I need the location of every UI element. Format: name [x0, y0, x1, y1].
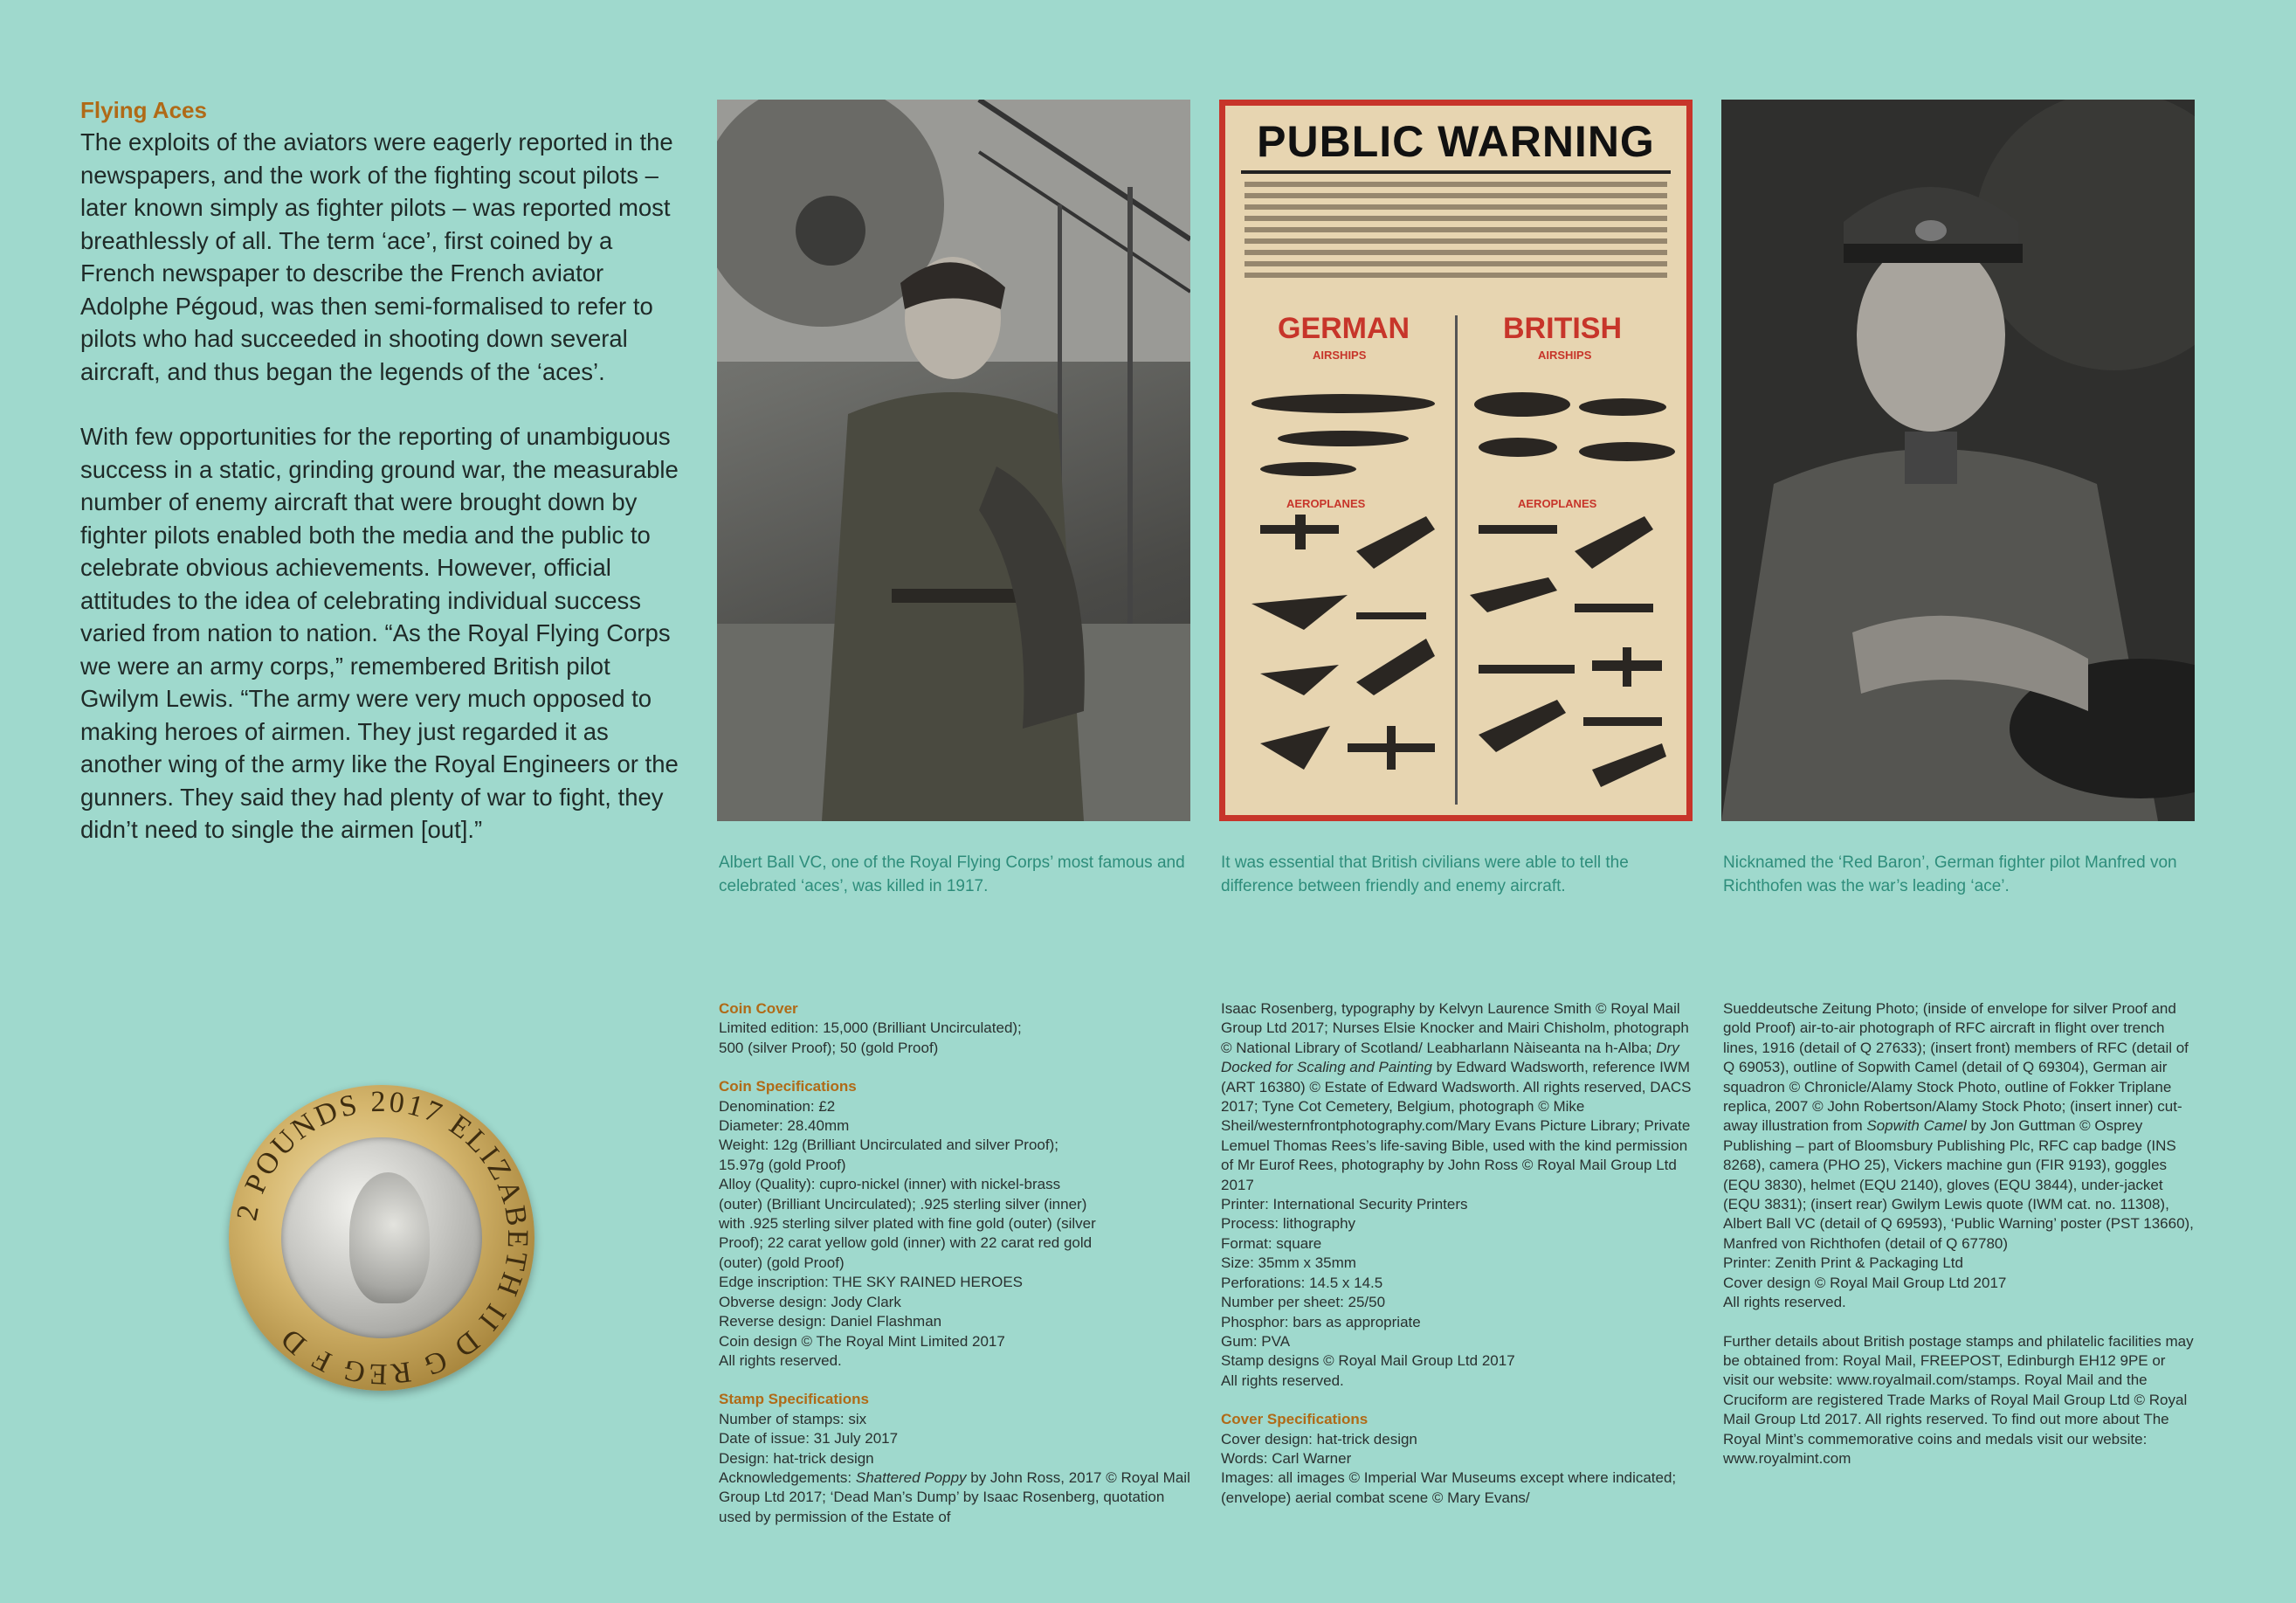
stamp-spec-line: Date of issue: 31 July 2017 [719, 1430, 899, 1448]
col3-text-b: by Jon Guttman © Osprey Publishing – part of Bloomsbury Publishing Plc, RFC cap badge (INS 8268), camera (PHO 25), Vickers machine gun (FIR 9193), goggles (EQU 3830), helmet (EQU 2140), gloves (EQU 3844), under-jacket (EQU 3831); (insert rear) Gwilym Lewis quote (IWM cat. no. 11308), Albert Ball VC (detail of Q 69593), ‘Public Warning’ poster (PST 13660), Manfred von Richthofen (detail of Q 67780) [1723, 1117, 2194, 1252]
caption-albert-ball: Albert Ball VC, one of the Royal Flying Corps’ most famous and celebrated ‘aces’, was killed in 1917. [719, 853, 1185, 895]
aeroplane-silhouettes-icon [1225, 508, 1686, 821]
specs-column-3 [1723, 999, 2195, 1468]
stamp-detail-line: All rights reserved. [1221, 1372, 1344, 1389]
coin-spec-line: with .925 sterling silver plated with fine gold (outer) (silver [719, 1215, 1096, 1233]
image-credits [1723, 999, 2195, 1254]
further-details: Further details about British postage stamps and philatelic facilities may be obtained from: Royal Mail, FREEPOST, Edinburgh EH12 9PE or visit our website: www.royalmail.com/stamps. Royal Mail and the Cruciform are registered Trade Marks of Royal Mail Group Ltd © Royal Mail Group Ltd 2017. All rights reserved. To find out more about The Royal Mint’s commemorative coins and medals visit our website: www.royalmint.com [1723, 1332, 2194, 1467]
albert-ball-illustration [717, 100, 1190, 821]
stamp-detail-line: Process: lithography [1221, 1215, 1356, 1233]
albert-ball-photo [717, 100, 1190, 821]
specs-column-1 [719, 999, 1190, 1527]
coin-spec-line: Coin design © The Royal Mint Limited 2017 [719, 1332, 1005, 1350]
ack-lead: Acknowledgements: [719, 1468, 856, 1486]
cover-spec-line: Images: all images © Imperial War Museums except where indicated; (envelope) aerial combat scene © Mary Evans/ [1221, 1469, 1677, 1506]
stamp-spec-line: Design: hat-trick design [719, 1449, 874, 1467]
stamp-specs-heading: Stamp Specifications [719, 1391, 869, 1408]
caption-red-baron: Nicknamed the ‘Red Baron’, German fighter pilot Manfred von Richthofen was the war’s leading ‘ace’. [1723, 853, 2177, 895]
poster-british-airships: AIRSHIPS [1538, 349, 1592, 362]
airship-icon [1579, 398, 1666, 416]
stamp-detail-line: Printer: International Security Printers [1221, 1196, 1468, 1213]
coin-spec-line: (outer) (Brilliant Uncirculated); .925 sterling silver (inner) [719, 1195, 1087, 1213]
coin-spec-line: Weight: 12g (Brilliant Uncirculated and silver Proof); [719, 1137, 1058, 1154]
coin-inscription: 2 POUNDS 2017 ELIZABETH II D G REG F D [231, 1085, 534, 1391]
rights-line: All rights reserved. [1723, 1294, 1846, 1311]
stamp-detail-line: Perforations: 14.5 x 14.5 [1221, 1274, 1383, 1291]
airship-icon [1260, 462, 1356, 476]
cover-design-line: Cover design © Royal Mail Group Ltd 2017 [1723, 1274, 2007, 1291]
ack-title: Shattered Poppy [855, 1468, 967, 1486]
two-pound-coin [229, 1085, 534, 1391]
coin-spec-line: 15.97g (gold Proof) [719, 1156, 846, 1173]
poster-german-heading: GERMAN [1278, 312, 1410, 345]
printer-line: Printer: Zenith Print & Packaging Ltd [1723, 1254, 1963, 1272]
coin-spec-line: Edge inscription: THE SKY RAINED HEROES [719, 1274, 1024, 1291]
airship-icon [1474, 392, 1570, 417]
intro-section [80, 94, 683, 846]
coin-spec-line: Diameter: 28.40mm [719, 1117, 850, 1135]
stamp-detail-line: Stamp designs © Royal Mail Group Ltd 2017 [1221, 1352, 1515, 1370]
coin-centre [281, 1137, 482, 1338]
stamp-spec-line: Number of stamps: six [719, 1410, 867, 1427]
col2-italic-title: Dry Docked for Scaling and Painting [1221, 1039, 1679, 1076]
intro-paragraph-2: With few opportunities for the reporting of unambiguous success in a static, grinding ground war, the measurable number of enemy aircraft that were brought down by fighter pilots enabled both the media and the public to celebrate obvious achievements. However, official attitudes to the idea of celebrating individual success varied from nation to nation. “As the Royal Flying Corps we were an army corps,” remembered British pilot Gwilym Lewis. “The army were very much opposed to making heroes of airmen. They just regarded it as another wing of the army like the Royal Engineers or the gunners. They said they had plenty of war to fight, they didn’t need to single the airmen [out].” [80, 423, 679, 843]
airship-icon [1251, 394, 1435, 413]
coin-spec-line: All rights reserved. [719, 1351, 842, 1369]
airship-icon [1579, 442, 1675, 461]
stamp-detail-line: Format: square [1221, 1234, 1322, 1252]
col3-italic-title: Sopwith Camel [1866, 1117, 1967, 1135]
cover-spec-line: Cover design: hat-trick design [1221, 1430, 1417, 1448]
cover-specs-heading: Cover Specifications [1221, 1411, 1369, 1428]
ack-rest: by John Ross, 2017 © Royal Mail Group Ltd 2017; ‘Dead Man’s Dump’ by Isaac Rosenberg, quotation used by permission of the Estate of [719, 1468, 1190, 1525]
poster-german-airships: AIRSHIPS [1313, 349, 1367, 362]
coin-specs-heading: Coin Specifications [719, 1078, 857, 1095]
public-warning-poster [1219, 100, 1693, 821]
red-baron-photo [1721, 100, 2195, 821]
section-heading: Flying Aces [80, 97, 207, 123]
stamp-detail-line: Gum: PVA [1221, 1332, 1291, 1350]
stamp-detail-line: Size: 35mm x 35mm [1221, 1254, 1356, 1272]
airship-icon [1278, 431, 1409, 446]
specs-column-2 [1221, 999, 1693, 1508]
poster-title: PUBLIC WARNING [1241, 116, 1671, 174]
acknowledgements-text [719, 1468, 1190, 1527]
red-baron-illustration [1721, 100, 2195, 821]
coin-spec-line: Obverse design: Jody Clark [719, 1293, 901, 1310]
intro-paragraph-1: The exploits of the aviators were eagerly reported in the newspapers, and the work of the fighting scout pilots – later known simply as fighter pilots – was reported most breathlessly of all. The term ‘ace’, first coined by a French newspaper to describe the French aviator Adolphe Pégoud, was then semi-formalised to refer to pilots who had succeeded in shooting down several aircraft, and thus began the legends of the ‘aces’. [80, 128, 673, 385]
coin-cover-line: Limited edition: 15,000 (Brilliant Uncirculated); [719, 1019, 1022, 1037]
cover-spec-line: Words: Carl Warner [1221, 1449, 1352, 1467]
coin-spec-line: Alloy (Quality): cupro-nickel (inner) with nickel-brass [719, 1176, 1061, 1193]
col2-text-a: Isaac Rosenberg, typography by Kelvyn Laurence Smith © Royal Mail Group Ltd 2017; Nurses Elsie Knocker and Mairi Chisholm, photograph © National Library of Scotland/ Leabharlann Nàiseanta na h-Alba; [1221, 1000, 1689, 1056]
poster-german-aeroplanes: AEROPLANES [1286, 497, 1366, 510]
coin-spec-line: Denomination: £2 [719, 1097, 836, 1115]
coin-spec-line: (outer) (gold Proof) [719, 1254, 845, 1271]
coin-cover-line: 500 (silver Proof); 50 (gold Proof) [719, 1039, 939, 1056]
caption-public-warning: It was essential that British civilians were able to tell the difference between friendly and enemy aircraft. [1221, 853, 1629, 895]
airship-icon [1479, 438, 1557, 457]
poster-british-aeroplanes: AEROPLANES [1518, 497, 1597, 510]
coin-spec-line: Proof); 22 carat yellow gold (inner) with 22 carat red gold [719, 1234, 1093, 1252]
poster-british-heading: BRITISH [1503, 312, 1622, 345]
queen-portrait-icon [349, 1172, 430, 1303]
stamp-detail-line: Number per sheet: 25/50 [1221, 1294, 1386, 1311]
col3-text-a: Sueddeutsche Zeitung Photo; (inside of envelope for silver Proof and gold Proof) air-to-air photograph of RFC aircraft in flight over trench lines, 1916 (detail of Q 27633); (insert front) members of RFC (detail of Q 69053), outline of Sopwith Camel (detail of Q 69304), German air squadron © Chronicle/Alamy Stock Photo, outline of Fokker Triplane replica, 2007 © John Robertson/Alamy Stock Photo; (insert inner) cut-away illustration from [1723, 1000, 2189, 1135]
coin-spec-line: Reverse design: Daniel Flashman [719, 1313, 942, 1330]
stamp-detail-line: Phosphor: bars as appropriate [1221, 1313, 1421, 1330]
acknowledgements-continued [1221, 999, 1693, 1195]
col2-text-b: by Edward Wadsworth, reference IWM (ART 16380) © Estate of Edward Wadsworth. All rights reserved, DACS 2017; Tyne Cot Cemetery, Belgium, photograph © Mike Sheil/westernfrontphotography.com/Mary Evans Picture Library; Private Lemuel Thomas Rees’s life-saving Bible, used with the kind permission of Mr Eurof Rees, photography by John Ross © Royal Mail Group Ltd 2017 [1221, 1059, 1692, 1193]
poster-text-block [1245, 176, 1667, 296]
coin-cover-heading: Coin Cover [719, 1000, 798, 1017]
